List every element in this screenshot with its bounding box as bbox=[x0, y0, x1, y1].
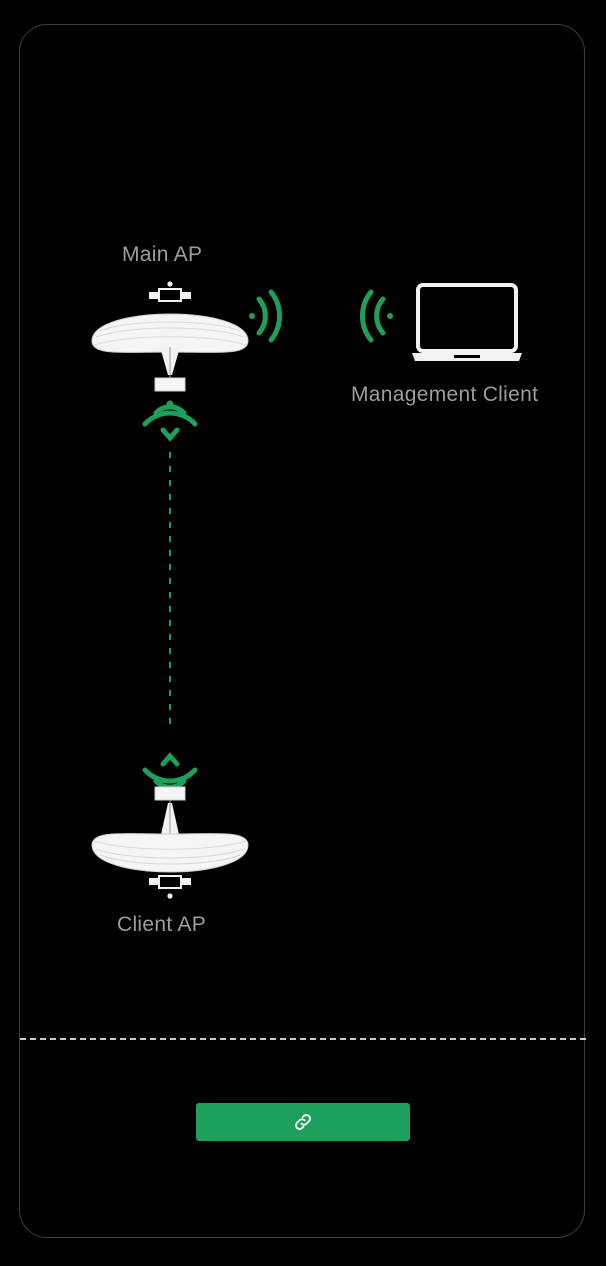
management-client-label: Management Client bbox=[351, 383, 539, 406]
main-ap-label: Main AP bbox=[122, 243, 203, 266]
section-divider bbox=[20, 1038, 586, 1040]
client-ap-label: Client AP bbox=[117, 913, 207, 936]
link-button[interactable] bbox=[196, 1103, 410, 1141]
link-icon bbox=[292, 1111, 314, 1133]
device-panel bbox=[19, 24, 585, 1238]
